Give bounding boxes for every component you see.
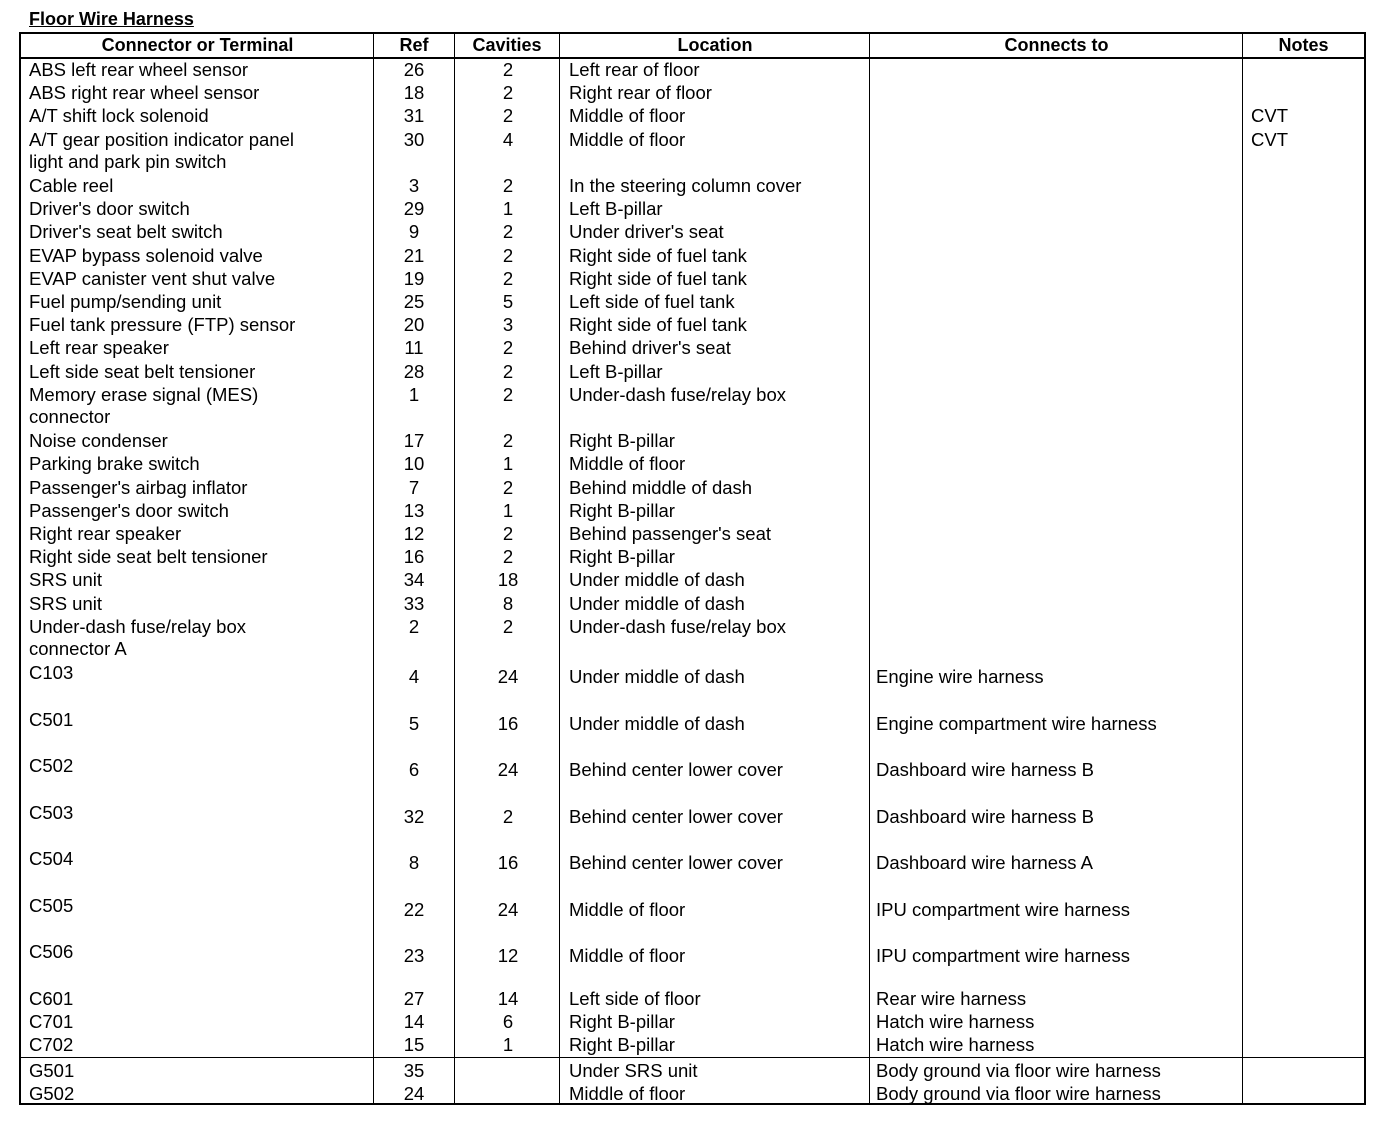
cell-ref: 16 bbox=[403, 546, 425, 568]
cell-connector-line: SRS unit bbox=[29, 592, 103, 614]
cell-connector bbox=[29, 59, 248, 81]
cell-connector bbox=[29, 268, 275, 290]
table-row bbox=[21, 1034, 1364, 1057]
cell-connects: Body ground via floor wire harness bbox=[876, 1083, 1161, 1105]
cell-cavities: 2 bbox=[502, 615, 514, 637]
table-row bbox=[21, 221, 1364, 244]
cell-connector-line: Noise condenser bbox=[29, 430, 168, 452]
cell-connector bbox=[29, 802, 73, 824]
cell-connector-line: C701 bbox=[29, 1010, 74, 1032]
table-row bbox=[21, 453, 1364, 476]
table-row bbox=[21, 988, 1364, 1011]
cell-location: Left B-pillar bbox=[569, 198, 663, 220]
cell-cavities: 2 bbox=[502, 383, 514, 405]
cell-connector-line: Driver's seat belt switch bbox=[29, 221, 223, 243]
cell-connector bbox=[29, 848, 73, 870]
cell-cavities: 2 bbox=[502, 175, 514, 196]
cell-cavities: 1 bbox=[502, 1034, 514, 1056]
cell-connector bbox=[29, 129, 294, 173]
cell-cavities: 1 bbox=[502, 198, 514, 220]
cell-connector-line: A/T shift lock solenoid bbox=[29, 105, 209, 127]
cell-connector bbox=[29, 82, 259, 104]
cell-location: Behind middle of dash bbox=[569, 476, 753, 498]
cell-connects: IPU compartment wire harness bbox=[876, 898, 1130, 920]
cell-ref: 27 bbox=[403, 987, 425, 1009]
table-row bbox=[21, 198, 1364, 221]
cell-ref: 18 bbox=[403, 82, 425, 104]
cell-ref: 28 bbox=[403, 360, 425, 382]
table-row bbox=[21, 895, 1364, 942]
cell-connector bbox=[29, 314, 295, 336]
cell-cavities: 24 bbox=[497, 898, 519, 920]
cell-notes: CVT bbox=[1251, 128, 1288, 150]
cell-connector-line: G501 bbox=[29, 1060, 75, 1081]
cell-cavities: 4 bbox=[502, 128, 514, 150]
cell-ref: 14 bbox=[403, 1010, 425, 1032]
cell-connector bbox=[29, 221, 223, 243]
cell-connector bbox=[29, 1011, 73, 1033]
cell-cavities: 1 bbox=[502, 499, 514, 521]
cell-connects: Rear wire harness bbox=[876, 987, 1027, 1009]
cell-location: Left side of floor bbox=[569, 987, 701, 1009]
cell-connector bbox=[29, 709, 73, 731]
cell-location: Under driver's seat bbox=[569, 221, 724, 243]
cell-connector-line: C503 bbox=[29, 801, 74, 823]
table-row bbox=[21, 245, 1364, 268]
table-row bbox=[21, 616, 1364, 662]
table-row bbox=[21, 848, 1364, 895]
table-row bbox=[21, 709, 1364, 756]
cell-connector bbox=[29, 105, 209, 127]
table-row bbox=[21, 500, 1364, 523]
table-row bbox=[21, 337, 1364, 360]
cell-connects: IPU compartment wire harness bbox=[876, 945, 1130, 967]
table-row bbox=[21, 593, 1364, 616]
cell-location: Right B-pillar bbox=[569, 546, 675, 568]
table-row bbox=[21, 941, 1364, 988]
cell-connector-line: Memory erase signal (MES) bbox=[29, 383, 259, 405]
cell-connector bbox=[29, 384, 258, 428]
table-row bbox=[21, 523, 1364, 546]
cell-ref: 6 bbox=[408, 759, 420, 781]
cell-ref: 11 bbox=[404, 337, 424, 359]
cell-connector-line: Under-dash fuse/relay box bbox=[29, 615, 246, 637]
cell-location: Right rear of floor bbox=[569, 82, 712, 104]
cell-connector bbox=[29, 1034, 73, 1056]
cell-cavities: 16 bbox=[497, 852, 519, 874]
cell-connector-line: Passenger's airbag inflator bbox=[29, 476, 248, 498]
cell-ref: 24 bbox=[403, 1083, 425, 1105]
cell-ref: 31 bbox=[403, 105, 425, 127]
cell-connector bbox=[29, 988, 73, 1010]
cell-ref: 21 bbox=[403, 244, 425, 266]
cell-location: Left side of fuel tank bbox=[569, 291, 735, 312]
cell-location: Right side of fuel tank bbox=[569, 244, 747, 266]
cell-connector-line: A/T gear position indicator panel bbox=[29, 128, 294, 150]
cell-ref: 8 bbox=[408, 852, 420, 874]
cell-cavities: 8 bbox=[502, 592, 514, 614]
cell-ref: 5 bbox=[408, 712, 420, 734]
cell-connector-line: C501 bbox=[29, 708, 74, 730]
cell-connector-line: Fuel tank pressure (FTP) sensor bbox=[29, 314, 296, 336]
cell-cavities: 2 bbox=[502, 360, 514, 382]
cell-location: Right B-pillar bbox=[569, 430, 675, 452]
cell-cavities: 2 bbox=[502, 430, 514, 452]
cell-connector bbox=[29, 198, 190, 220]
cell-cavities: 2 bbox=[502, 105, 514, 127]
cell-cavities: 18 bbox=[497, 569, 519, 591]
cell-ref: 9 bbox=[408, 221, 420, 243]
cell-location: In the steering column cover bbox=[569, 175, 802, 196]
table-row bbox=[21, 105, 1364, 128]
cell-connector bbox=[29, 895, 73, 917]
cell-connector bbox=[29, 337, 169, 359]
table-row bbox=[21, 662, 1364, 709]
cell-ref: 10 bbox=[403, 453, 425, 475]
cell-cavities: 16 bbox=[497, 712, 519, 734]
table-row bbox=[21, 569, 1364, 592]
cell-connector-line: Cable reel bbox=[29, 175, 114, 196]
cell-connector bbox=[29, 477, 247, 499]
table-row bbox=[21, 477, 1364, 500]
cell-location: Under middle of dash bbox=[569, 569, 745, 591]
cell-ref: 32 bbox=[403, 805, 425, 827]
cell-connector-line: Fuel pump/sending unit bbox=[29, 291, 222, 312]
table-row bbox=[21, 1083, 1364, 1106]
cell-location: Under middle of dash bbox=[569, 712, 745, 734]
table-row bbox=[21, 129, 1364, 175]
cell-connects: Engine wire harness bbox=[876, 666, 1044, 688]
cell-ref: 7 bbox=[408, 476, 420, 498]
cell-connector-line: Right side seat belt tensioner bbox=[29, 546, 268, 568]
cell-connector bbox=[29, 593, 102, 615]
cell-cavities: 2 bbox=[502, 546, 514, 568]
cell-cavities: 2 bbox=[502, 244, 514, 266]
cell-location: Middle of floor bbox=[569, 945, 686, 967]
cell-cavities: 2 bbox=[502, 523, 514, 544]
cell-cavities: 24 bbox=[497, 759, 519, 781]
cell-connector-line: Driver's door switch bbox=[29, 198, 190, 220]
cell-ref: 13 bbox=[403, 499, 425, 521]
table-row bbox=[21, 314, 1364, 337]
table-row bbox=[21, 384, 1364, 430]
cell-cavities: 2 bbox=[502, 221, 514, 243]
cell-connector bbox=[29, 662, 73, 684]
cell-ref: 17 bbox=[403, 430, 425, 452]
cell-connector bbox=[29, 755, 73, 777]
cell-connects: Engine compartment wire harness bbox=[876, 712, 1157, 734]
cell-location: Behind center lower cover bbox=[569, 852, 783, 874]
cell-location: Behind passenger's seat bbox=[569, 523, 772, 544]
table-row bbox=[21, 1060, 1364, 1083]
cell-location: Under-dash fuse/relay box bbox=[569, 615, 786, 637]
cell-ref: 33 bbox=[403, 592, 425, 614]
cell-connector bbox=[29, 175, 113, 197]
cell-ref: 20 bbox=[403, 314, 425, 336]
cell-ref: 4 bbox=[408, 666, 420, 688]
cell-location: Middle of floor bbox=[569, 105, 686, 127]
cell-ref: 25 bbox=[403, 291, 425, 312]
cell-connector-line: C702 bbox=[29, 1034, 74, 1056]
cell-location: Behind center lower cover bbox=[569, 805, 783, 827]
cell-connector bbox=[29, 546, 268, 568]
cell-location: Under SRS unit bbox=[569, 1060, 698, 1081]
cell-cavities: 5 bbox=[502, 291, 514, 312]
cell-cavities: 2 bbox=[502, 267, 514, 289]
cell-cavities: 3 bbox=[502, 314, 514, 336]
cell-ref: 1 bbox=[408, 383, 420, 405]
cell-ref: 19 bbox=[403, 267, 425, 289]
cell-location: Right side of fuel tank bbox=[569, 314, 747, 336]
cell-connects: Hatch wire harness bbox=[876, 1034, 1035, 1056]
cell-ref: 35 bbox=[403, 1060, 425, 1081]
cell-connector bbox=[29, 430, 168, 452]
cell-ref: 15 bbox=[403, 1034, 425, 1056]
table-row bbox=[21, 1011, 1364, 1034]
cell-connector-line: Passenger's door switch bbox=[29, 499, 229, 521]
cell-connector-line: C601 bbox=[29, 987, 74, 1009]
cell-location: Under middle of dash bbox=[569, 666, 745, 688]
cell-location: Behind driver's seat bbox=[569, 337, 731, 359]
cell-connector-line: SRS unit bbox=[29, 569, 103, 591]
cell-ref: 3 bbox=[408, 175, 420, 196]
cell-cavities: 2 bbox=[502, 82, 514, 104]
cell-location: Middle of floor bbox=[569, 453, 686, 475]
cell-connector-line: C506 bbox=[29, 941, 74, 963]
cell-ref: 26 bbox=[403, 59, 425, 80]
cell-connector-line: C504 bbox=[29, 848, 74, 870]
cell-connector bbox=[29, 453, 200, 475]
cell-connects: Dashboard wire harness B bbox=[876, 805, 1094, 827]
header-cavities: Cavities bbox=[472, 35, 542, 55]
cell-connector bbox=[29, 1083, 74, 1105]
table-row bbox=[21, 755, 1364, 802]
table-row bbox=[21, 361, 1364, 384]
cell-location: Behind center lower cover bbox=[569, 759, 783, 781]
header-location: Location bbox=[677, 35, 753, 55]
cell-cavities: 2 bbox=[502, 805, 514, 827]
cell-cavities: 2 bbox=[502, 337, 514, 359]
cell-location: Right B-pillar bbox=[569, 1034, 675, 1056]
cell-cavities: 2 bbox=[502, 59, 514, 80]
cell-connector-line: EVAP bypass solenoid valve bbox=[29, 244, 263, 266]
cell-connector bbox=[29, 523, 181, 545]
table-row bbox=[21, 430, 1364, 453]
cell-connector-line: EVAP canister vent shut valve bbox=[29, 267, 276, 289]
cell-connector-line: connector A bbox=[29, 637, 127, 659]
cell-connector bbox=[29, 941, 73, 963]
cell-connector bbox=[29, 361, 255, 383]
cell-location: Middle of floor bbox=[569, 128, 686, 150]
cell-ref: 30 bbox=[403, 128, 425, 150]
cell-location: Right side of fuel tank bbox=[569, 267, 747, 289]
cell-connects: Body ground via floor wire harness bbox=[876, 1060, 1161, 1081]
cell-connector bbox=[29, 616, 246, 660]
cell-ref: 29 bbox=[403, 198, 425, 220]
cell-cavities: 2 bbox=[502, 476, 514, 498]
cell-connector-line: Left rear speaker bbox=[29, 337, 169, 359]
cell-cavities: 1 bbox=[502, 453, 514, 475]
cell-connector-line: ABS right rear wheel sensor bbox=[29, 82, 260, 104]
header-notes: Notes bbox=[1278, 35, 1329, 55]
cell-connector-line: C103 bbox=[29, 662, 74, 684]
cell-ref: 2 bbox=[408, 615, 420, 637]
cell-notes: CVT bbox=[1251, 105, 1288, 127]
cell-location: Left B-pillar bbox=[569, 360, 663, 382]
cell-connects: Dashboard wire harness B bbox=[876, 759, 1094, 781]
header-connector: Connector or Terminal bbox=[101, 35, 294, 55]
cell-connects: Dashboard wire harness A bbox=[876, 852, 1093, 874]
cell-connector-line: light and park pin switch bbox=[29, 150, 227, 172]
cell-ref: 23 bbox=[403, 945, 425, 967]
cell-ref: 12 bbox=[403, 523, 425, 544]
header-connects-to: Connects to bbox=[1004, 35, 1109, 55]
table-header bbox=[21, 34, 1364, 59]
cell-connector-line: Left side seat belt tensioner bbox=[29, 360, 256, 382]
cell-connector bbox=[29, 291, 221, 313]
cell-cavities: 14 bbox=[497, 987, 519, 1009]
cell-location: Middle of floor bbox=[569, 898, 686, 920]
cell-connector-line: Parking brake switch bbox=[29, 453, 200, 475]
cell-connector-line: connector bbox=[29, 405, 111, 427]
cell-ref: 22 bbox=[403, 898, 425, 920]
cell-connector-line: Right rear speaker bbox=[29, 523, 182, 544]
table-row bbox=[21, 175, 1364, 198]
harness-table bbox=[19, 32, 1366, 1105]
table-row bbox=[21, 82, 1364, 105]
table-row bbox=[21, 268, 1364, 291]
cell-location: Left rear of floor bbox=[569, 59, 700, 80]
cell-connector bbox=[29, 245, 263, 267]
cell-connector bbox=[29, 1060, 74, 1082]
table-row bbox=[21, 802, 1364, 849]
cell-connector-line: C505 bbox=[29, 894, 74, 916]
page-title: Floor Wire Harness bbox=[29, 9, 194, 29]
table-row bbox=[21, 291, 1364, 314]
table-row bbox=[21, 59, 1364, 82]
cell-connector-line: G502 bbox=[29, 1083, 75, 1105]
cell-cavities: 24 bbox=[497, 666, 519, 688]
cell-location: Middle of floor bbox=[569, 1083, 686, 1105]
cell-connector bbox=[29, 500, 229, 522]
cell-location: Right B-pillar bbox=[569, 499, 675, 521]
cell-connects: Hatch wire harness bbox=[876, 1010, 1035, 1032]
cell-ref: 34 bbox=[403, 569, 425, 591]
cell-cavities: 6 bbox=[502, 1010, 514, 1032]
cell-location: Under-dash fuse/relay box bbox=[569, 383, 786, 405]
cell-connector-line: ABS left rear wheel sensor bbox=[29, 59, 249, 80]
cell-connector bbox=[29, 569, 102, 591]
cell-location: Under middle of dash bbox=[569, 592, 745, 614]
header-ref: Ref bbox=[399, 35, 429, 55]
table-row bbox=[21, 546, 1364, 569]
cell-cavities: 12 bbox=[497, 945, 519, 967]
cell-location: Right B-pillar bbox=[569, 1010, 675, 1032]
cell-connector-line: C502 bbox=[29, 755, 74, 777]
